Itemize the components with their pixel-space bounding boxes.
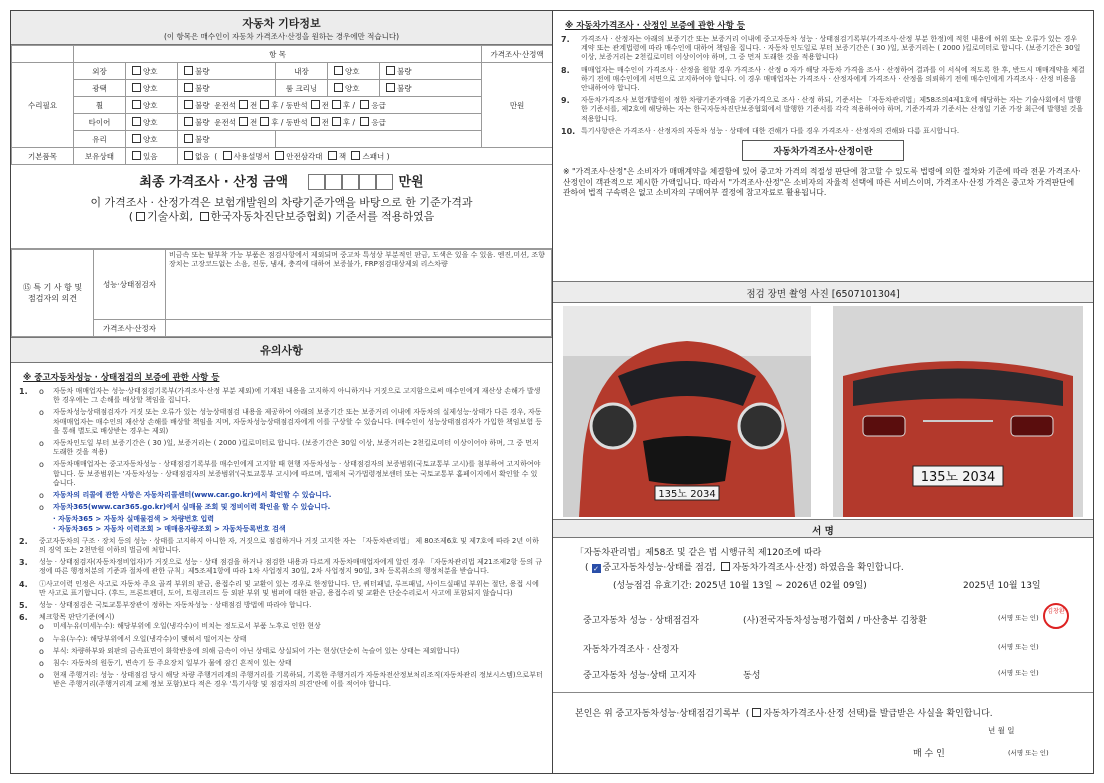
final-price-line1: 이 가격조사 · 산정가격은 보험개발원의 차량기준가액을 바탕으로 한 기준가격과 — [90, 196, 473, 209]
final-price-line2: ( 기술사회, 한국자동차진단보증협회) 기준서를 적용하였음 — [128, 210, 435, 223]
appraiser-label: 자동차가격조사 · 산정자 — [583, 645, 679, 655]
special-notes-label: ⑮ 특 기 사 항 및 점검자의 의견 — [12, 250, 94, 337]
checkbox[interactable] — [311, 100, 320, 109]
criteria-bullet: o 미세누유(미세누수): 해당부위에 오일(냉각수)이 비치는 정도로서 부품 노후로 인한 현상 — [39, 622, 321, 632]
left-panel — [11, 11, 553, 773]
checkbox[interactable] — [136, 212, 145, 221]
checkbox[interactable] — [275, 151, 284, 160]
notice-bullet: o 자동차365(www.car365.go.kr)에서 실매물 조회 및 정비이력 확인을 할 수 있습니다. — [39, 503, 331, 513]
price-guarantee-item: 7. 가격조사 · 산정자는 아래의 보증기간 또는 보증거리 이내에 중고자동차 성능 · 상태점검기록부(가격조사·산정 부분 한정)에 적힌 내용에 허위 또는 오류가 있는 경우 계약 또는 관계법령에 따라 매수인에 대하여 책임을 집니다. · 자동차 인도일로 부터 보증기간은 ( 30 )일, 보증거리는 ( 2000 )킬로미터로 합니다. (보증기간은 30일 이상, 보증거리는 2천킬로미터 이상이어야 하며, 그 중 먼저 도래한 것을 적용합니다) — [561, 35, 1081, 62]
inspector-stamp: 김창환 — [1043, 603, 1069, 629]
notifier-sign-hint: (서명 또는 인) — [998, 669, 1039, 677]
row-wheel: 휠 — [74, 97, 126, 114]
checkbox[interactable] — [360, 117, 369, 126]
notice-bullet: o 자동차인도일 부터 보증기간은 ( 30 )일, 보증거리는 ( 2000 )킬로미터로 합니다. (보증기간은 30일 이상, 보증거리는 2천킬로미터 이상이어야 하며, 그 중 먼저 도래한 것을 적용) — [39, 439, 539, 457]
inspector-sign-hint: (서명 또는 인) — [998, 614, 1039, 622]
criteria-bullet: o 누유(누수): 해당부위에서 오일(냉각수)이 맺혀서 떨어지는 상태 — [39, 634, 247, 644]
checkbox[interactable] — [386, 66, 395, 75]
buyer-appraisal-checkbox[interactable] — [752, 708, 761, 717]
link-guide[interactable]: · 자동차365 > 자동차 이력조회 > 매매용자량조회 > 자동차등록번호 검색 — [53, 524, 286, 533]
checkbox[interactable] — [132, 117, 141, 126]
price-guarantee-item: 10. 특기사항란은 가격조사 · 산정자의 자동차 성능 · 상태에 대한 견해가 다를 경우 가격조사 · 산정자의 견해와 다름 표시합니다. — [561, 126, 960, 136]
ownership-status: 보유상태 — [74, 148, 126, 165]
item-header: 항 목 — [74, 46, 482, 63]
notice-items — [11, 537, 552, 610]
inspector-label: 중고자동차 성능 · 상태점검자 — [583, 616, 699, 626]
checkbox[interactable] — [132, 134, 141, 143]
signature-title: 서 명 — [553, 520, 1093, 538]
definition-title-wrap — [553, 139, 1093, 161]
rear-plate-text: 135노 2034 — [920, 470, 996, 485]
checkbox[interactable] — [132, 83, 141, 92]
checkbox[interactable] — [260, 100, 269, 109]
price-guarantee-item: 8. 매매업자는 매수인이 가격조사 · 산정을 원할 경우 가격조사 · 산정 o 자가 해당 자동차 가격을 조사 · 산정하여 결과를 이 서식에 적도록 한 후, 반드시 매매계약을 체결하기 전에 매수인에게 서면으로 고지하여야 합니다. 이 경우 매매업자는 가격조사 · 산정자에게 가격조사 · 산정을 의뢰하기 전에 매수인에게 가격조사 · 산정 비용을 안내하여야 합니다. — [561, 65, 1085, 93]
vehicle-info-title: 자동차 기타정보 — [242, 17, 321, 30]
notice-item: 4. ⓘ사고이력 인정은 사고로 자동차 주요 골격 부위의 판금, 용접수리 및 교환이 있는 경우로 한정합니다. 단, 쿼터패널, 루프패널, 사이드실패널 부위는 절단, 용접 시에만 사고로 표기합니다. (후드, 프론트펜더, 도어, 트렁크리드 등 외판 부위 및 범퍼에 대한 판금, 용접수리 및 교환은 단순수리로서 사고에 포함되지 않습니다) — [19, 579, 539, 597]
special-notes-table — [11, 249, 552, 337]
checkbox[interactable] — [184, 66, 193, 75]
checkbox[interactable] — [132, 66, 141, 75]
front-car-photo — [563, 306, 811, 517]
buyer-sign-hint: (서명 또는 인) — [1008, 749, 1049, 757]
final-price-heading: 최종 가격조사 · 산정 금액 — [139, 175, 289, 190]
row-interior: 내장 — [276, 63, 328, 80]
checkbox[interactable] — [184, 117, 193, 126]
checkbox[interactable] — [184, 134, 193, 143]
checkbox[interactable] — [332, 117, 341, 126]
notice-item-6: 6. 체크항목 판단기준(예시) o 미세누유(미세누수): 해당부위에 오일(냉각수)이 비치는 정도로서 부품 노후로 인한 현상 o 누유(누수): 해당부위에서 오일(냉각수)이 맺혀서 떨어지는 상태 o 부식: 차량하부와 외판의 금속표면이 화학반응에 의해 금속이 아닌 상태로 상실되어 가는 현상(단순히 녹슬어 있는 상태는 제외합니다) o 침수: 자동차의 원동기, 변속기 등 주요장치 일부가 물에 잠긴 흔적이 있는 상태 o 현재 주행거리: 성능 · 상태점검 당시 해당 차량 주행거리계의 주행거리를 기록하되, 기록한 주행거리가 자동차전산정보처리조직(자동차관리 정보시스템)으로부터 받은 주행거리(주행거리계 교체 정보 포함)보다 적은 경우 '특기사항 및 점검자의 의견'란에 이를 적어야 합니다. — [19, 613, 543, 689]
buyer-confirm-line: 본인은 위 중고자동차성능·상태점검기록부 ( 자동차가격조사·산정 선택)를 발급받은 사실을 확인합니다. — [575, 709, 993, 719]
checkbox[interactable] — [184, 83, 193, 92]
criteria-bullet: o 침수: 자동차의 원동기, 변속기 등 주요장치 일부가 물에 잠긴 흔적이 있는 상태 — [39, 659, 292, 669]
signature-section — [553, 519, 1093, 773]
checkbox[interactable] — [239, 117, 248, 126]
checkbox[interactable] — [360, 100, 369, 109]
row-room-cleaning: 룸 크리닝 — [276, 80, 328, 97]
notice-item-1: 1. o 자동차 매매업자는 성능·상태점검기록부(가격조사·산정 부분 제외)에 기재된 내용을 고지하지 아니하거나 거짓으로 고지함으로써 매수인에게 재산상 손해가 발생한 경우에는 그 손해를 배상할 책임을 집니다. o 자동차성능상태점검자가 거짓 또는 오류가 있는 성능상태점검 내용을 제공하여 아래의 보증기간 또는 보증거리 이내에 자동차의 실제성능·상태가 다른 경우, 자동차매매업자는 매수인의 재산상 손해를 배상할 책임을 지며, 자동차성능상태점검자에게 이를 구상할 수 있습니다. (매수인이 성능상태점검자가 가입한 책임보험 등을 통해 별도로 배상받는 경우는 제외) o 자동차인도일 부터 보증기간은 ( 30 )일, 보증거리는 ( 2000 )킬로미터로 합니다. (보증기간은 30일 이상, 보증거리는 2천킬로미터 이상이어야 하며, 그 중 먼저 도래한 것을 적용) o 자동차매매업자는 중고자동차성능 · 상태점검기록부를 매수인에게 고지할 때 현행 자동차성능 · 상태점검자의 보증범위(국토교통부 고시)를 첨부하여 고지하여야 합니다. 동 보증범위는 '자동차성능 · 상태점검자의 보증범위'(국토교통부 고시)에 따르며, 법제처 국가법령정보센터 또는 국토교통부 홈페이지에서 확인할 수 있습니다. o 자동차의 리콜에 관한 사항은 자동차리콜센터(www.car.go.kr)에서 확인할 수 있습니다. o 자동차365(www.car365.go.kr)에서 실매물 조회 및 정비이력 확인을 할 수 있습니다. · 자동차365 > 자동차 실매물검색 > 차량번호 입력 · 자동차365 > 자동차 이력조회 > 매매용자량조회 > 자동차등록번호 검색 — [19, 387, 543, 533]
checkbox[interactable] — [386, 83, 395, 92]
final-price-section — [11, 165, 552, 249]
row-tire: 타이어 — [74, 114, 126, 131]
checkbox[interactable] — [311, 117, 320, 126]
checkbox[interactable] — [332, 100, 341, 109]
row-exterior: 외장 — [74, 63, 126, 80]
price-guarantee-title: ※ 자동차가격조사 · 산정인 보증에 관한 사항 등 — [565, 21, 746, 31]
photo-header — [553, 281, 1093, 303]
notice-item: 2. 중고자동차의 구조 · 장치 등의 성능 · 상태를 고지하지 아니한 자, 거짓으로 점검하거나 거짓 고지한 자는 「자동차관리법」 제 80조제6호 및 제7호에 따라 2년 이하의 징역 또는 2천만원 이하의 벌금에 처합니다. — [19, 536, 539, 555]
notice-title: 유의사항 — [260, 344, 303, 357]
definition-title: 자동차가격조사·산정이란 — [742, 140, 903, 161]
notice-item: 5. 성능 · 상태점검은 국토교통부장관이 정하는 자동차성능 · 상태점검 방법에 따라야 합니다. — [19, 601, 312, 611]
definition-text: ※ "가격조사·산정"은 소비자가 매매계약을 체결함에 있어 중고차 가격의 적절성 판단에 참고할 수 있도록 법령에 의한 절차와 기준에 따라 전문 가격조사·산정인이 객관적으로 제시한 가액입니다. 따라서 "가격조사·산정"은 소비자의 자율적 선택에 따른 서비스이며, 가격조사·산정 가격은 중고차 가격판단에 관하여 법적 구속력은 없고 소비자의 구매여부 결정에 참고자료로 활용됩니다. — [563, 167, 1081, 198]
signature-law-text: 「자동차관리법」제58조 및 같은 법 시행규칙 제120조에 따라 — [575, 548, 822, 558]
final-price-unit: 만원 — [398, 175, 424, 190]
checkbox[interactable] — [132, 151, 141, 160]
notice-bullet: o 자동차 매매업자는 성능·상태점검기록부(가격조사·산정 부분 제외)에 기재된 내용을 고지하지 아니하거나 거짓으로 고지함으로써 매수인에게 재산상 손해가 발생한 경우에는 그 손해를 배상할 책임을 집니다. — [39, 387, 541, 405]
notice-bullet: o 자동차성능상태점검자가 거짓 또는 오류가 있는 성능상태점검 내용을 제공하여 아래의 보증기간 또는 보증거리 이내에 자동차의 실제성능·상태가 다른 경우, 자동차매매업자는 매수인의 재산상 손해를 배상할 책임을 지며, 자동차성능상태점검자에게 이를 구상할 수 있습니다. (매수인이 성능상태점검자가 가입한 책임보험 등을 통해 별도로 배상받는 경우는 제외) — [39, 408, 543, 435]
link-guide[interactable]: · 자동차365 > 자동차 실매물검색 > 차량번호 입력 — [53, 515, 215, 524]
price-guarantee-item: 9. 자동차가격조사 보험개발원이 정한 차량기준가액을 기준가격으로 조사 · 산정 하되, 기준서는 「자동차관리법」제58조의4제1호에 해당하는 자는 기술사회에서 발행한 기준서를, 제2호에 해당하는 자는 한국자동차진단보증협회에서 발행한 기준서를 각각 적용하여야 하며, 기준가격과 기준서는 산정일 기준 가장 최근에 발행된 것을 적용합니다. — [561, 96, 1084, 123]
notice-header — [11, 337, 552, 363]
checkbox[interactable] — [239, 100, 248, 109]
notifier-name: 동성 — [743, 671, 761, 681]
buyer-date: 년 월 일 — [988, 726, 1015, 735]
signature-check-line: (✓ 중고자동차성능·상태를 점검, 자동차가격조사·산정) 하였음을 확인합니다. — [585, 560, 904, 573]
inspector-opinion-text: 비금속 또는 탈부착 가능 부품은 점검사항에서 제외되며 중고차 특성상 부분적인 판금, 도색은 있을 수 있음. 엔진,미션, 조향장치는 고장코드없는 소음, 진동, 냄새, 충격에 대하여 보증불가, FRP점검대상제외 리스차량 — [169, 251, 545, 268]
front-plate-text: 135노 2034 — [658, 489, 716, 500]
notice-item-1-bullets — [39, 387, 544, 534]
vehicle-info-subtitle: (이 항목은 매수인이 자동차 가격조사·산정을 원하는 경우에만 적습니다) — [163, 32, 400, 41]
checkbox[interactable] — [200, 212, 209, 221]
checkbox[interactable] — [351, 151, 360, 160]
check-criteria-list — [39, 622, 544, 689]
notice-item: 3. 성능 · 상태점검자(자동차정비업자)가 거짓으로 성능 · 상태 점검을 하거나 점검한 내용과 다르게 자동차매매업자에게 알린 경우 「자동차관리법 제21조제2항 등의 규정에 따른 행정처분의 기준과 절차에 관한 규칙」제5조제1항에 따라 1차 사업정지 30일, 2차 사업정지 90일, 3차 등록취소의 행정처분을 받습니다. — [19, 558, 543, 576]
row-glass: 유리 — [74, 131, 126, 148]
checkbox[interactable] — [132, 100, 141, 109]
notice-section-title: ※ 중고자동차성능 · 상태점검의 보증에 관한 사항 등 — [23, 373, 220, 383]
checkbox[interactable] — [328, 151, 337, 160]
sign-date: 2025년 10월 13일 — [963, 581, 1041, 591]
criteria-bullet: o 부식: 차량하부와 외판의 금속표면이 화학반응에 의해 금속이 아닌 상태로 상실되어 가는 현상(단순히 녹슬어 있는 상태는 제외합니다) — [39, 646, 460, 656]
rear-car-photo — [833, 306, 1083, 517]
inspector-name: (사)전국자동차성능평가협회 / 마산충부 김창환 — [743, 616, 927, 626]
checkbox[interactable] — [184, 100, 193, 109]
appraiser-opinion-label: 가격조사·산정자 — [94, 320, 166, 337]
front-car-image — [563, 306, 811, 517]
photo-title: 점검 장면 촬영 사진 [6507101304] — [746, 289, 900, 300]
price-unit: 만원 — [482, 63, 553, 148]
checkbox[interactable] — [184, 151, 193, 160]
repair-label: 수리필요 — [12, 63, 74, 148]
repair-table: 항 목 가격조사·산정액 수리필요 외장 양호 불량 내장 양호 불량 만원 광택 양호 불량 룸 크리닝 양호 불량 휠 양호 불량 운전석 전 후 / 동반석 전 후 / 응급 타이어 양호 불량 운전석 전 후 / 동반석 전 후 / 응급 유리 양호 불량 기본품목 보유상태 있음 없음 ( 사용설명서 안전삼각대 잭 스패너 ) — [11, 45, 553, 165]
appraisal-checkbox[interactable] — [721, 562, 730, 571]
buyer-label: 매 수 인 — [913, 749, 945, 759]
checkbox[interactable] — [334, 83, 343, 92]
right-panel — [553, 11, 1093, 773]
price-guarantee-items — [553, 35, 1093, 136]
price-input-boxes[interactable] — [308, 171, 393, 190]
basic-items-label: 기본품목 — [12, 148, 74, 165]
row-gloss: 광택 — [74, 80, 126, 97]
rear-car-image — [833, 306, 1083, 517]
inspector-opinion-label: 성능·상태점검자 — [94, 250, 166, 320]
criteria-bullet: o 현재 주행거리: 성능 · 상태점검 당시 해당 차량 주행거리계의 주행거리를 기록하되, 기록한 주행거리가 자동차전산정보처리조직(자동차관리 정보시스템)으로부터 받은 주행거리(주행거리계 교체 정보 포함)보다 적은 경우 '특기사항 및 점검자의 의견'란에 이를 적어야 합니다. — [39, 671, 543, 689]
validity-period: (성능점검 유효기간: 2025년 10월 13일 ~ 2026년 02월 09일) — [613, 581, 867, 591]
price-header: 가격조사·산정액 — [482, 46, 553, 63]
notice-bullet: o 자동차매매업자는 중고자동차성능 · 상태점검기록부를 매수인에게 고지할 때 현행 자동차성능 · 상태점검자의 보증범위(국토교통부 고시)를 첨부하여 고지하여야 합니다. 동 보증범위는 '자동차성능 · 상태점검자의 보증범위'(국토교통부 고시)에 따르며, 법제처 국가법령정보센터 또는 국토교통부 홈페이지에서 확인할 수 있습니다. — [39, 460, 541, 487]
notice-bullet: o 자동차의 리콜에 관한 사항은 자동차리콜센터(www.car.go.kr)에서 확인할 수 있습니다. — [39, 491, 332, 501]
checkbox[interactable] — [334, 66, 343, 75]
record-document — [10, 10, 1094, 774]
check-criteria-title: 체크항목 판단기준(예시) — [39, 613, 115, 622]
checkbox[interactable] — [223, 151, 232, 160]
checkbox[interactable] — [260, 117, 269, 126]
appraiser-sign-hint: (서명 또는 인) — [998, 643, 1039, 651]
performance-check-checkbox[interactable] — [592, 564, 601, 573]
notifier-label: 중고자동차 성능·상태 고지자 — [583, 671, 696, 681]
appraiser-opinion-field[interactable] — [166, 320, 552, 337]
vehicle-info-header — [11, 11, 552, 45]
